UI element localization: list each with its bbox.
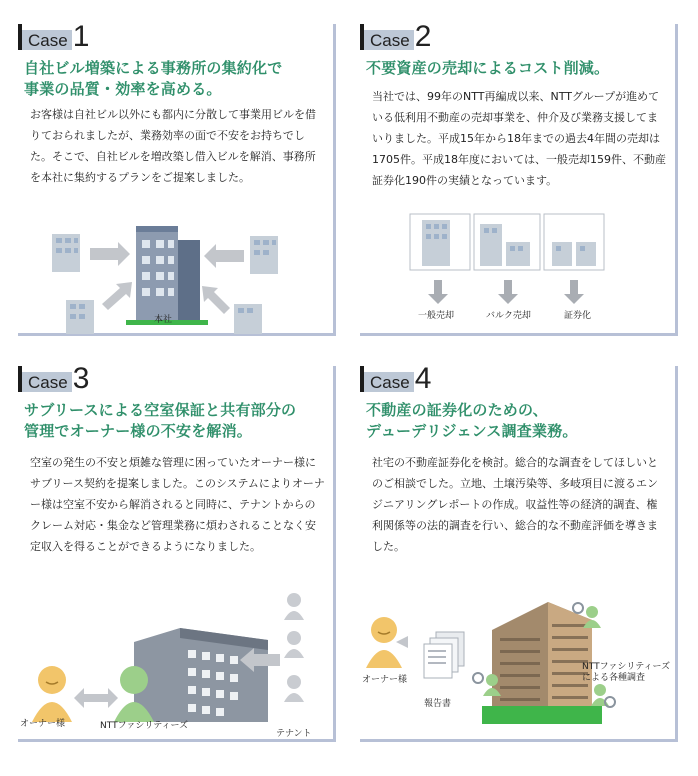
case-1-card — [18, 20, 336, 336]
case-4-card — [360, 362, 678, 742]
case-tag — [360, 20, 432, 53]
report-label: 報告書 — [424, 699, 452, 709]
case-2-card — [360, 20, 678, 336]
case-heading: 不要資産の売却によるコスト削減。 — [366, 59, 610, 77]
case-number: 4 — [414, 362, 432, 395]
case-tag — [18, 20, 90, 53]
owner-label: オーナー様 — [20, 719, 66, 729]
tenant-label: テナント — [276, 729, 312, 739]
case-3-card — [18, 362, 336, 742]
bulk-sale-label: バルク売却 — [486, 311, 531, 321]
case-body: お客様は自社ビル以外にも都内に分散して事業用ビルを借りておられましたが、業務効率の面で不安をお持ちでした。そこで、自社ビルを増改築し借入ビルを解消、事務所を本社に集約するプランをご提案しました。 — [30, 108, 316, 184]
case-body: 当社では、99年のNTT再編成以来、NTTグループが進めている低利用不動産の売却事業を、仲介及び業務支援してまいりました。平成15年から18年までの過去4年間の売却は1705件。平成18年度においては、一般売却159件、不動産証券化190件の実績となっています。 — [372, 90, 666, 187]
owner-label: オーナー様 — [362, 675, 408, 685]
case-tag — [18, 362, 90, 395]
case-heading: 自社ビル増築による事務所の集約化で 事業の品質・効率を高める。 — [24, 59, 283, 98]
case-label: Case — [364, 372, 414, 392]
case-number: 3 — [72, 362, 90, 395]
case-body: 社宅の不動産証券化を検討。総合的な調査をしてほしいとのご相談でした。立地、土壌汚染等、多岐項目に渡るエンジニアリングレポートの作成。収益性等の経済的調査、権利関係等の法的調査を行い、総合的な不動産評価を導きました。 — [372, 456, 658, 553]
ntt-label: NTTファシリティーズ — [100, 721, 189, 731]
general-sale-label: 一般売却 — [418, 311, 455, 321]
case-body: 空室の発生の不安と煩雑な管理に困っていたオーナー様にサブリース契約を提案しました。このシステムによりオーナー様は空室不安から解消されると同時に、テナントからのクレーム対応・集金など管理業務に煩わされることなく安定収入を得ることができるようになりました。 — [30, 456, 325, 553]
case-label: Case — [364, 30, 414, 50]
case-label: Case — [22, 30, 72, 50]
case-number: 2 — [414, 20, 432, 53]
consolidation-illustration — [18, 204, 336, 334]
hq-label: 本社 — [154, 315, 173, 325]
case-number: 1 — [72, 20, 90, 53]
case-label: Case — [22, 372, 72, 392]
case-heading: 不動産の証券化のための、 デューデリジェンス調査業務。 — [366, 401, 578, 440]
case-heading: サブリースによる空室保証と共有部分の 管理でオーナー様の不安を解消。 — [24, 401, 297, 440]
case-tag — [360, 362, 432, 395]
securitization-label: 証券化 — [564, 311, 592, 321]
ntt-survey-label: NTTファシリティーズ による各種調査 — [582, 662, 671, 683]
